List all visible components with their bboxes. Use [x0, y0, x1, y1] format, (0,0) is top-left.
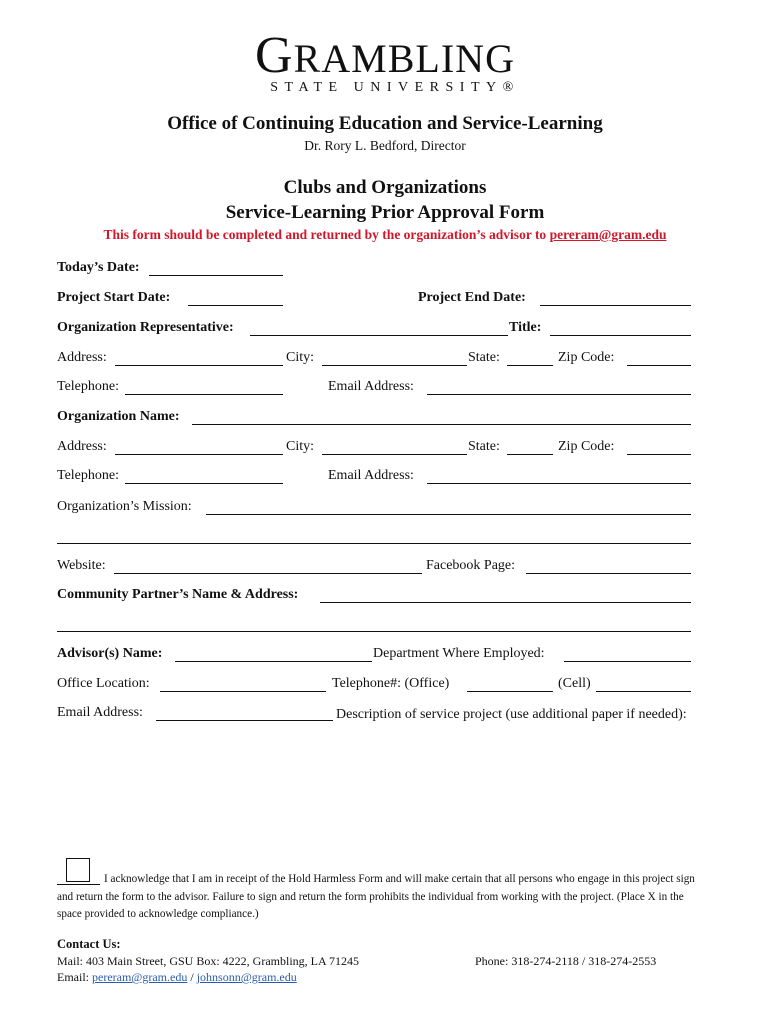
project-end-date-label: Project End Date: — [418, 290, 526, 305]
mission-label: Organization’s Mission: — [57, 499, 192, 514]
org-city-label: City: — [286, 439, 315, 454]
office-location-row — [57, 676, 691, 696]
contact-email-link-2[interactable]: johnsonn@gram.edu — [196, 970, 297, 984]
project-start-date-label: Project Start Date: — [57, 290, 171, 305]
contact-phone: Phone: 318-274-2118 / 318-274-2553 — [475, 954, 657, 968]
mission-row — [57, 499, 691, 519]
org-city-field[interactable] — [322, 454, 467, 455]
university-logo — [0, 27, 770, 97]
mission-field[interactable] — [206, 514, 691, 515]
rep-city-field[interactable] — [322, 365, 467, 366]
org-email-label: Email Address: — [328, 468, 414, 483]
org-zip-label: Zip Code: — [558, 439, 615, 454]
project-dates-row — [57, 290, 691, 310]
contact-email-link-1[interactable]: pereram@gram.edu — [92, 970, 188, 984]
project-end-date-field[interactable] — [540, 305, 691, 306]
org-telephone-field[interactable] — [125, 483, 283, 484]
advisor-name-field[interactable] — [175, 661, 372, 662]
project-start-date-field[interactable] — [188, 305, 283, 306]
website-label: Website: — [57, 558, 106, 573]
facebook-page-field[interactable] — [526, 573, 691, 574]
organization-address-row — [57, 439, 691, 459]
cell-field[interactable] — [596, 691, 691, 692]
facebook-page-label: Facebook Page: — [426, 558, 516, 573]
office-title: Office of Continuing Education and Service-Learning — [167, 113, 603, 134]
org-zip-field[interactable] — [627, 454, 691, 455]
telephone-office-field[interactable] — [467, 691, 553, 692]
logo-wordmark: GRAMBLING — [255, 27, 515, 84]
advisor-name-label: Advisor(s) Name: — [57, 646, 163, 661]
rep-telephone-field[interactable] — [125, 394, 283, 395]
rep-email-field[interactable] — [427, 394, 691, 395]
todays-date-row — [57, 260, 691, 280]
rep-state-label: State: — [468, 350, 500, 365]
contact-email: Email: pereram@gram.edu / johnsonn@gram.edu — [57, 970, 297, 984]
rep-zip-field[interactable] — [627, 365, 691, 366]
org-state-field[interactable] — [507, 454, 553, 455]
organization-name-label: Organization Name: — [57, 409, 180, 424]
contact-heading: Contact Us: — [57, 937, 121, 951]
office-location-label: Office Location: — [57, 676, 150, 691]
form-title-line-2: Service-Learning Prior Approval Form — [225, 202, 545, 223]
rep-email-label: Email Address: — [328, 379, 414, 394]
logo-subtitle: STATE UNIVERSITY® — [270, 80, 520, 95]
org-telephone-label: Telephone: — [57, 468, 119, 483]
instruction-text: This form should be completed and returned by the organization’s advisor to pereram@gram.edu — [103, 227, 667, 242]
title-field[interactable] — [550, 335, 691, 336]
form-title-line-1: Clubs and Organizations — [283, 177, 487, 198]
office-location-field[interactable] — [160, 691, 326, 692]
advisor-email-label: Email Address: — [57, 705, 143, 720]
department-field[interactable] — [564, 661, 691, 662]
rep-state-field[interactable] — [507, 365, 553, 366]
advisor-row — [57, 646, 691, 666]
rep-address-label: Address: — [57, 350, 107, 365]
director-name: Dr. Rory L. Bedford, Director — [304, 138, 466, 153]
community-partner-field-continued[interactable] — [57, 631, 691, 632]
todays-date-field[interactable] — [149, 275, 283, 276]
representative-row — [57, 320, 691, 340]
representative-label: Organization Representative: — [57, 320, 234, 335]
organization-name-row — [57, 409, 691, 429]
cell-label: (Cell) — [558, 676, 591, 691]
org-email-field[interactable] — [427, 483, 691, 484]
rep-zip-label: Zip Code: — [558, 350, 615, 365]
community-partner-field[interactable] — [320, 602, 691, 603]
contact-mail: Mail: 403 Main Street, GSU Box: 4222, Grambling, LA 71245 — [57, 954, 359, 968]
org-state-label: State: — [468, 439, 500, 454]
representative-address-row — [57, 350, 691, 370]
organization-name-field[interactable] — [192, 424, 691, 425]
instruction-email-link[interactable]: pereram@gram.edu — [549, 227, 667, 242]
mission-field-continued[interactable] — [57, 543, 691, 544]
community-partner-row — [57, 587, 691, 607]
department-label: Department Where Employed: — [373, 646, 545, 661]
org-address-label: Address: — [57, 439, 107, 454]
description-label: Description of service project (use additional paper if needed): — [336, 707, 687, 722]
representative-field[interactable] — [250, 335, 508, 336]
telephone-office-label: Telephone#: (Office) — [332, 676, 450, 691]
website-row — [57, 558, 691, 578]
community-partner-label: Community Partner’s Name & Address: — [57, 587, 299, 602]
org-address-field[interactable] — [115, 454, 283, 455]
representative-contact-row — [57, 379, 691, 399]
acknowledgment-text: I acknowledge that I am in receipt of the Hold Harmless Form and will make certain that all persons who engage in this project sign and return the form to the advisor. Failure to sign and return the form prohibits the individual from working with the project. (Place X in the space provided to acknowledge compliance.) — [57, 873, 695, 920]
todays-date-label: Today’s Date: — [57, 260, 140, 275]
rep-telephone-label: Telephone: — [57, 379, 119, 394]
rep-address-field[interactable] — [115, 365, 283, 366]
rep-city-label: City: — [286, 350, 315, 365]
organization-contact-row — [57, 468, 691, 488]
title-label: Title: — [509, 320, 542, 335]
website-field[interactable] — [114, 573, 422, 574]
